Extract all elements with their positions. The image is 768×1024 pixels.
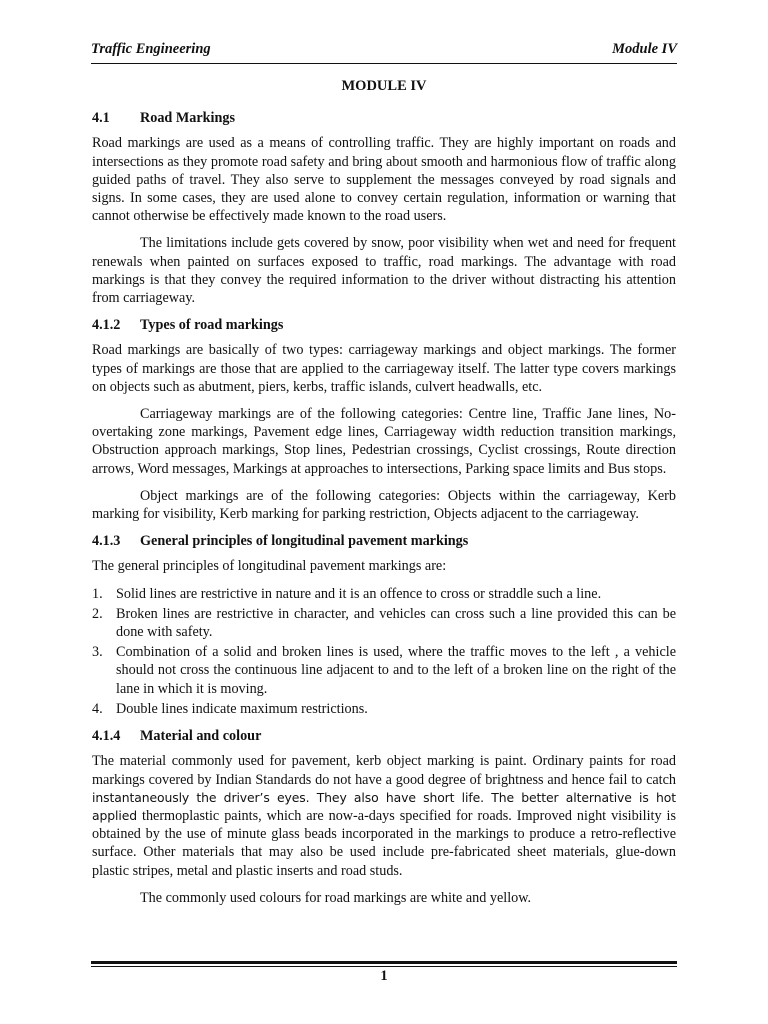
list-item — [92, 585, 676, 603]
paragraph-run: The material commonly used for pavement, kerb object marking is paint. Ordinary paints for road markings covered by Indian Standards do not have a good degree of brightness and hence fail to catch — [92, 753, 676, 788]
section-heading-4-1-4 — [92, 727, 676, 745]
list-item-text: Broken lines are restrictive in character, and vehicles can cross such a line provided this can be done with safety. — [116, 605, 676, 641]
section-number: 4.1.4 — [92, 728, 121, 745]
paragraph: The limitations include gets covered by snow, poor visibility when wet and need for frequent renewals when painted on surfaces exposed to traffic, road markings. The advantage with road markings is that they convey the required information to the driver without distracting his attention from carriageway. — [92, 235, 676, 307]
section-heading-4-1-3 — [92, 532, 676, 550]
running-header — [91, 41, 677, 58]
page-body — [92, 77, 676, 916]
section-title: Road Markings — [140, 110, 235, 127]
section-title: Types of road markings — [140, 317, 284, 334]
paragraph-run: thermoplastic paints, which are now-a-days specified for roads. Improved night visibility is obtained by the use of minute glass beads incorporated in the markings to produce a retro-reflective surface. Other materials that may also be used include pre-fabricated sheet materials, glue-down plastic stripes, metal and plastic inserts and road studs. — [92, 807, 676, 879]
list-item — [92, 643, 676, 698]
paragraph: Road markings are used as a means of controlling traffic. They are highly important on roads and intersections as they promote road safety and bring about smooth and harmonious flow of traffic along guided paths of travel. They also serve to supplement the messages conveyed by road signals and signs. In some cases, they are used alone to convey certain regulation, information or warning that cannot otherwise be effectively made known to the road users. — [92, 135, 676, 225]
list-item-text: Solid lines are restrictive in nature and it is an offence to cross or straddle such a line. — [116, 585, 602, 602]
paragraph — [92, 752, 676, 879]
header-right: Module IV — [612, 41, 677, 57]
list-item — [92, 700, 676, 718]
paragraph: Road markings are basically of two types: carriageway markings and object markings. The former types of markings are those that are applied to the carriageway itself. The latter type covers markings on objects such as abutment, piers, kerbs, traffic islands, culvert headwalls, etc. — [92, 342, 676, 395]
section-number: 4.1 — [92, 110, 110, 127]
list-item-text: Combination of a solid and broken lines is used, where the traffic moves to the left , a vehicle should not cross the continuous line adjacent to and to the left of a broken line on the right of the lane in which it is moving. — [116, 644, 676, 697]
paragraph: The commonly used colours for road markings are white and yellow. — [140, 889, 532, 906]
page-title: MODULE IV — [341, 78, 427, 94]
header-rule — [91, 63, 677, 64]
footer-rule-thick — [91, 961, 677, 964]
paragraph-run-alt-font: instantaneously the driver’s eyes. They also have short life. The better alternative is hot applied — [92, 789, 676, 823]
section-heading-4-1 — [92, 109, 676, 127]
list-item-text: Double lines indicate maximum restrictions. — [116, 700, 368, 717]
list-item — [92, 605, 676, 641]
list-marker: 1. — [92, 585, 103, 602]
section-number: 4.1.3 — [92, 533, 121, 550]
list-marker: 3. — [92, 644, 103, 661]
principles-list — [92, 585, 676, 718]
section-heading-4-1-2 — [92, 316, 676, 334]
paragraph: Object markings are of the following categories: Objects within the carriageway, Kerb marking for visibility, Kerb marking for parking restriction, Objects adjacent to the carriageway. — [92, 487, 676, 523]
section-title: Material and colour — [140, 728, 262, 745]
list-marker: 2. — [92, 605, 103, 622]
header-left: Traffic Engineering — [91, 41, 211, 57]
footer-rule-thin — [91, 966, 677, 967]
page-number: 1 — [380, 968, 388, 984]
list-marker: 4. — [92, 700, 103, 717]
paragraph: Carriageway markings are of the following categories: Centre line, Traffic Jane lines, No-overtaking zone markings, Pavement edge lines, Carriageway width reduction transition markings, Obstruction approach markings, Stop lines, Pedestrian crossings, Cyclist crossings, Route direction arrows, Word messages, Markings at approaches to intersections, Parking space limits and Bus stops. — [92, 406, 676, 477]
section-title: General principles of longitudinal pavement markings — [140, 533, 469, 550]
paragraph: The general principles of longitudinal pavement markings are: — [92, 558, 447, 575]
section-number: 4.1.2 — [92, 317, 121, 334]
